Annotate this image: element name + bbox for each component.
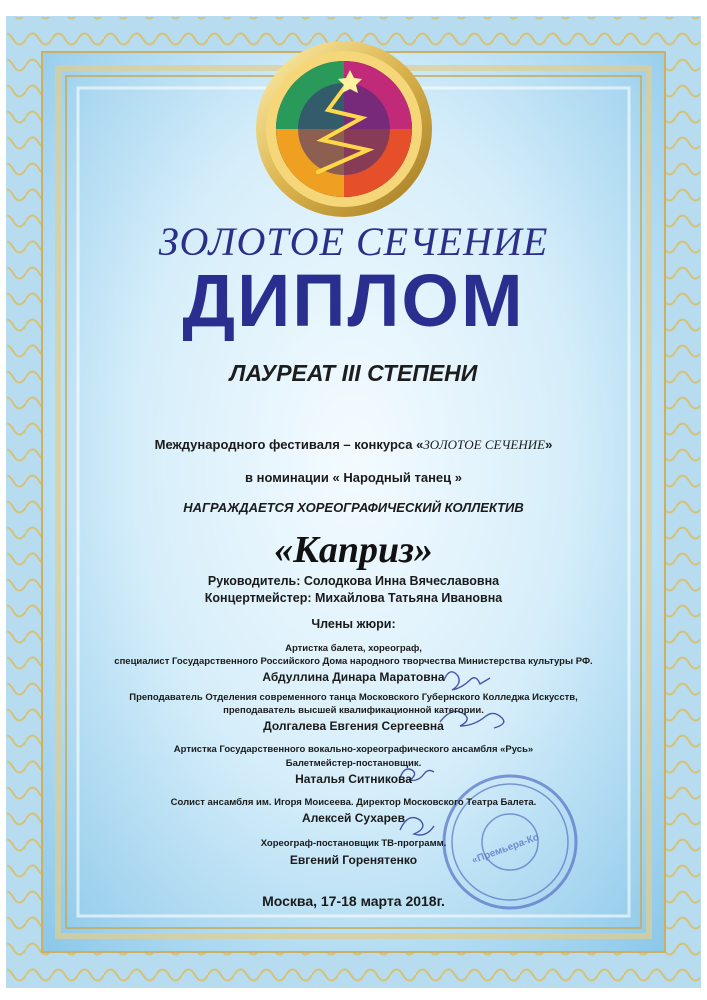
jury-3-name: Наталья Ситникова [295,772,412,786]
festival-suffix: » [545,437,553,452]
jury-1-name: Абдуллина Динара Маратовна [262,670,445,684]
festival-prefix: Международного фестиваля – конкурса « [154,437,424,452]
jury-4-name: Алексей Сухарев [302,811,405,825]
jury-3-title-2: Балетмейстер-постановщик. [285,758,422,769]
jury-5-title-1: Хореограф-постановщик ТВ-программ. [260,838,447,849]
jury-3-title-1: Артистка Государственного вокально-хореографического ансамбля «Русь» [173,744,534,755]
laureate-degree: ЛАУРЕАТ III СТЕПЕНИ [229,360,478,386]
jury-heading: Члены жюри: [311,617,396,631]
leader-line: Руководитель: Солодкова Инна Вячеславовна [207,574,500,588]
contest-name-script: ЗОЛОТОЕ СЕЧЕНИЕ [158,219,549,264]
jury-2-name: Долгалева Евгения Сергеевна [263,719,444,733]
jury-1-title-2: специалист Государственного Российского Дома народного творчества Министерства культуры РФ. [114,656,593,667]
accompanist-line: Концертмейстер: Михайлова Татьяна Ивановна [204,591,503,605]
jury-5-name: Евгений Горенятенко [289,853,418,867]
jury-1-title-1: Артистка балета, хореограф, [285,643,422,654]
jury-4-title-1: Солист ансамбля им. Игоря Моисеева. Директор Московского Театра Балета. [170,797,537,808]
awarded-line: НАГРАЖДАЕТСЯ ХОРЕОГРАФИЧЕСКИЙ КОЛЛЕКТИВ [183,500,524,515]
jury-2-title-2: преподаватель высшей квалификационной категории. [223,705,484,716]
place-and-date: Москва, 17-18 марта 2018г. [262,893,445,909]
festival-name: ЗОЛОТОЕ СЕЧЕНИЕ [423,437,546,452]
collective-name: «Каприз» [274,529,433,571]
stamp-text: «Премьера-Ко [470,831,541,867]
diploma-title: ДИПЛОМ [182,259,525,342]
jury-2-title-1: Преподаватель Отделения современного танца Московского Губернского Колледжа Искусств, [129,692,578,703]
festival-emblem [256,41,432,217]
nomination-line: в номинации « Народный танец » [245,470,462,485]
festival-line [0,437,707,453]
